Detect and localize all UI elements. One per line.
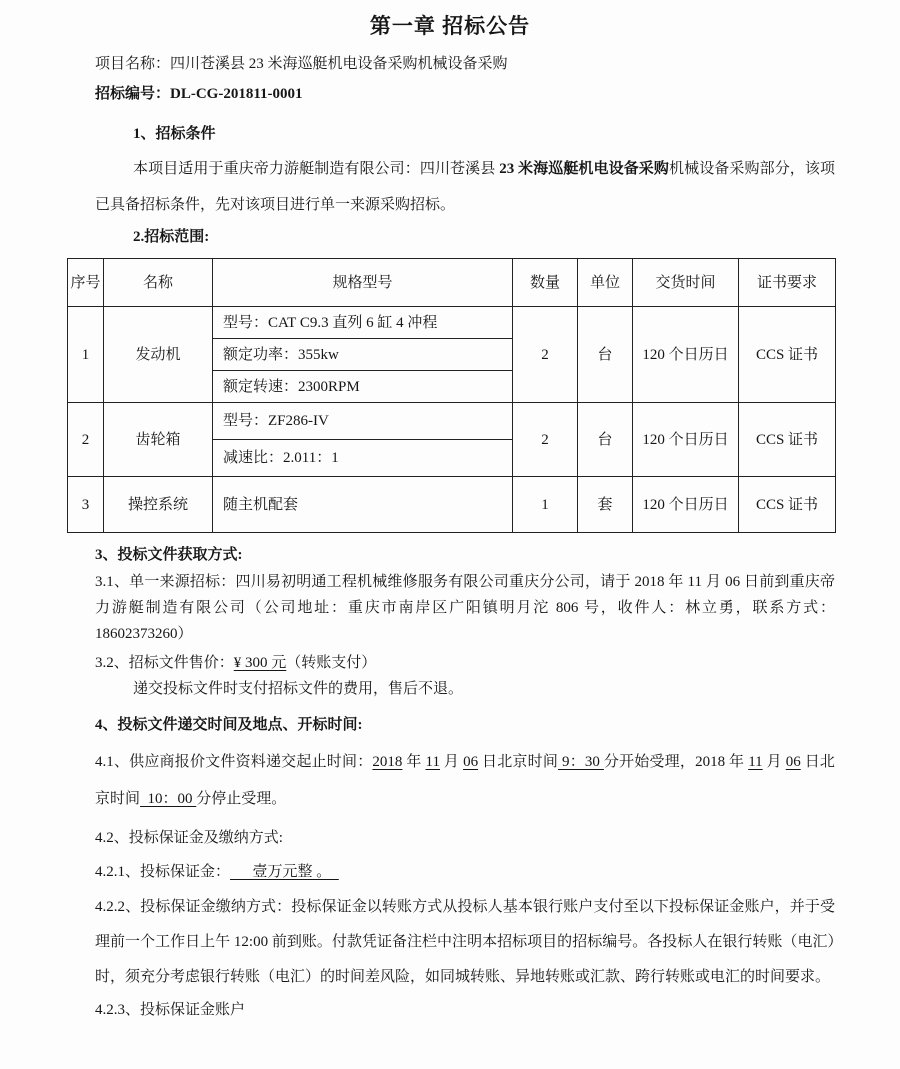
cell-qty: 2 [513, 307, 578, 403]
cell-cert: CCS 证书 [739, 477, 836, 533]
cell-delivery: 120 个日历日 [633, 477, 739, 533]
cell-spec: 随主机配套 [213, 477, 513, 533]
project-name-line: 项目名称：四川苍溪县 23 米海巡艇机电设备采购机械设备采购 [95, 56, 508, 72]
page-title: 第一章 招标公告 [369, 14, 531, 38]
header-cell-unit: 单位 [578, 259, 633, 307]
header-cell-spec: 规格型号 [213, 259, 513, 307]
header-cell-name: 名称 [104, 259, 213, 307]
cell-qty: 1 [513, 477, 578, 533]
text-segment: 4.1、供应商报价文件资料递交起止时间： [95, 754, 373, 770]
cell-spec: 型号：ZF286-IV [213, 403, 513, 440]
text-segment: 4.2.1、投标保证金： [95, 864, 231, 880]
section1-paragraph [95, 151, 835, 223]
header-cell-seq: 序号 [68, 259, 104, 307]
table-row-item2 [68, 403, 836, 440]
price-underlined: ¥ 300 元 [233, 655, 287, 671]
clause-3-1: 3.1、单一来源招标：四川易初明通工程机械维修服务有限公司重庆分公司，请于 2018 年 11 月 06 日前到重庆帝力游艇制造有限公司（公司地址：重庆市南岸区广阳镇明月沱 806 号，收件人：林立勇，联系方式：18602373260） [95, 574, 835, 642]
text-segment: 年 [402, 754, 426, 770]
text-segment: 日北京时间 [478, 754, 559, 770]
cell-name: 操控系统 [104, 477, 213, 533]
table-row-item1 [68, 307, 836, 339]
text-segment: 分停止受理。 [196, 791, 287, 807]
cell-spec: 型号：CAT C9.3 直列 6 缸 4 冲程 [213, 307, 513, 339]
header-cell-delivery: 交货时间 [633, 259, 739, 307]
cell-unit: 台 [578, 307, 633, 403]
time-underlined: 9：30 [558, 754, 604, 770]
day-underlined: 06 [463, 754, 479, 770]
section3-heading: 3、投标文件获取方式: [95, 547, 243, 563]
cell-unit: 台 [578, 403, 633, 477]
section4-heading: 4、投标文件递交时间及地点、开标时间: [95, 717, 363, 733]
tender-number-line: 招标编号：DL-CG-201811-0001 [95, 86, 303, 102]
text-segment: 机械设备采购部分，该项已具备招标条件，先对该项目进行单一来源采购招标。 [95, 161, 835, 213]
table-row-item3 [68, 477, 836, 533]
section1-heading: 1、招标条件 [133, 126, 216, 142]
text-segment: 分开始受理，2018 年 [603, 754, 749, 770]
text-segment: 月 [762, 754, 786, 770]
text-segment-bold: 23 米海巡艇机电设备采购 [499, 161, 670, 177]
year-underlined: 2018 [372, 754, 403, 770]
table-header-row [68, 259, 836, 307]
cell-seq: 2 [68, 403, 104, 477]
cell-seq: 1 [68, 307, 104, 403]
cell-spec: 额定功率：355kw [213, 339, 513, 371]
cell-delivery: 120 个日历日 [633, 403, 739, 477]
cell-name: 发动机 [104, 307, 213, 403]
tender-scope-table [67, 258, 836, 533]
cell-unit: 套 [578, 477, 633, 533]
cell-delivery: 120 个日历日 [633, 307, 739, 403]
month-underlined: 11 [748, 754, 763, 770]
clause-4-2-2: 4.2.2、投标保证金缴纳方式：投标保证金以转账方式从投标人基本银行账户支付至以下投标保证金账户，并于受理前一个工作日上午 12:00 前到账。付款凭证备注栏中注明本招标项目的招标编号。各投标人在银行转账（电汇）时，须充分考虑银行转账（电汇）的时间差风险，如同城转账、异地转账或汇款、跨行转账或电汇的时间要求。 [95, 899, 835, 985]
clause-4-2: 4.2、投标保证金及缴纳方式: [95, 830, 283, 846]
cell-cert: CCS 证书 [739, 307, 836, 403]
clause-3-2-note: 递交投标文件时支付招标文件的费用，售后不退。 [133, 681, 464, 697]
text-segment: 3.2、招标文件售价： [95, 655, 234, 671]
text-segment: 月 [439, 754, 464, 770]
text-segment: 本项目适用于重庆帝力游艇制造有限公司：四川苍溪县 [133, 161, 500, 177]
month-underlined: 11 [425, 754, 440, 770]
cell-spec: 额定转速：2300RPM [213, 371, 513, 403]
section2-heading: 2.招标范围: [133, 229, 210, 245]
day-underlined: 06 [785, 754, 801, 770]
cell-spec: 减速比：2.011：1 [213, 440, 513, 477]
cell-qty: 2 [513, 403, 578, 477]
text-segment: （转账支付） [286, 655, 377, 671]
header-cell-qty: 数量 [513, 259, 578, 307]
deposit-amount-underlined: 壹万元整 。 [230, 864, 339, 880]
time-underlined: 10：00 [140, 791, 197, 807]
document-body [70, 49, 835, 1025]
clause-4-2-3: 4.2.3、投标保证金账户 [95, 1002, 246, 1018]
header-cell-cert: 证书要求 [739, 259, 836, 307]
cell-name: 齿轮箱 [104, 403, 213, 477]
text-segment: 日北京时间 [95, 754, 835, 807]
clause-4-2-1 [95, 857, 835, 887]
clause-3-2 [95, 650, 835, 676]
cell-cert: CCS 证书 [739, 403, 836, 477]
clause-4-1 [95, 744, 835, 818]
cell-seq: 3 [68, 477, 104, 533]
